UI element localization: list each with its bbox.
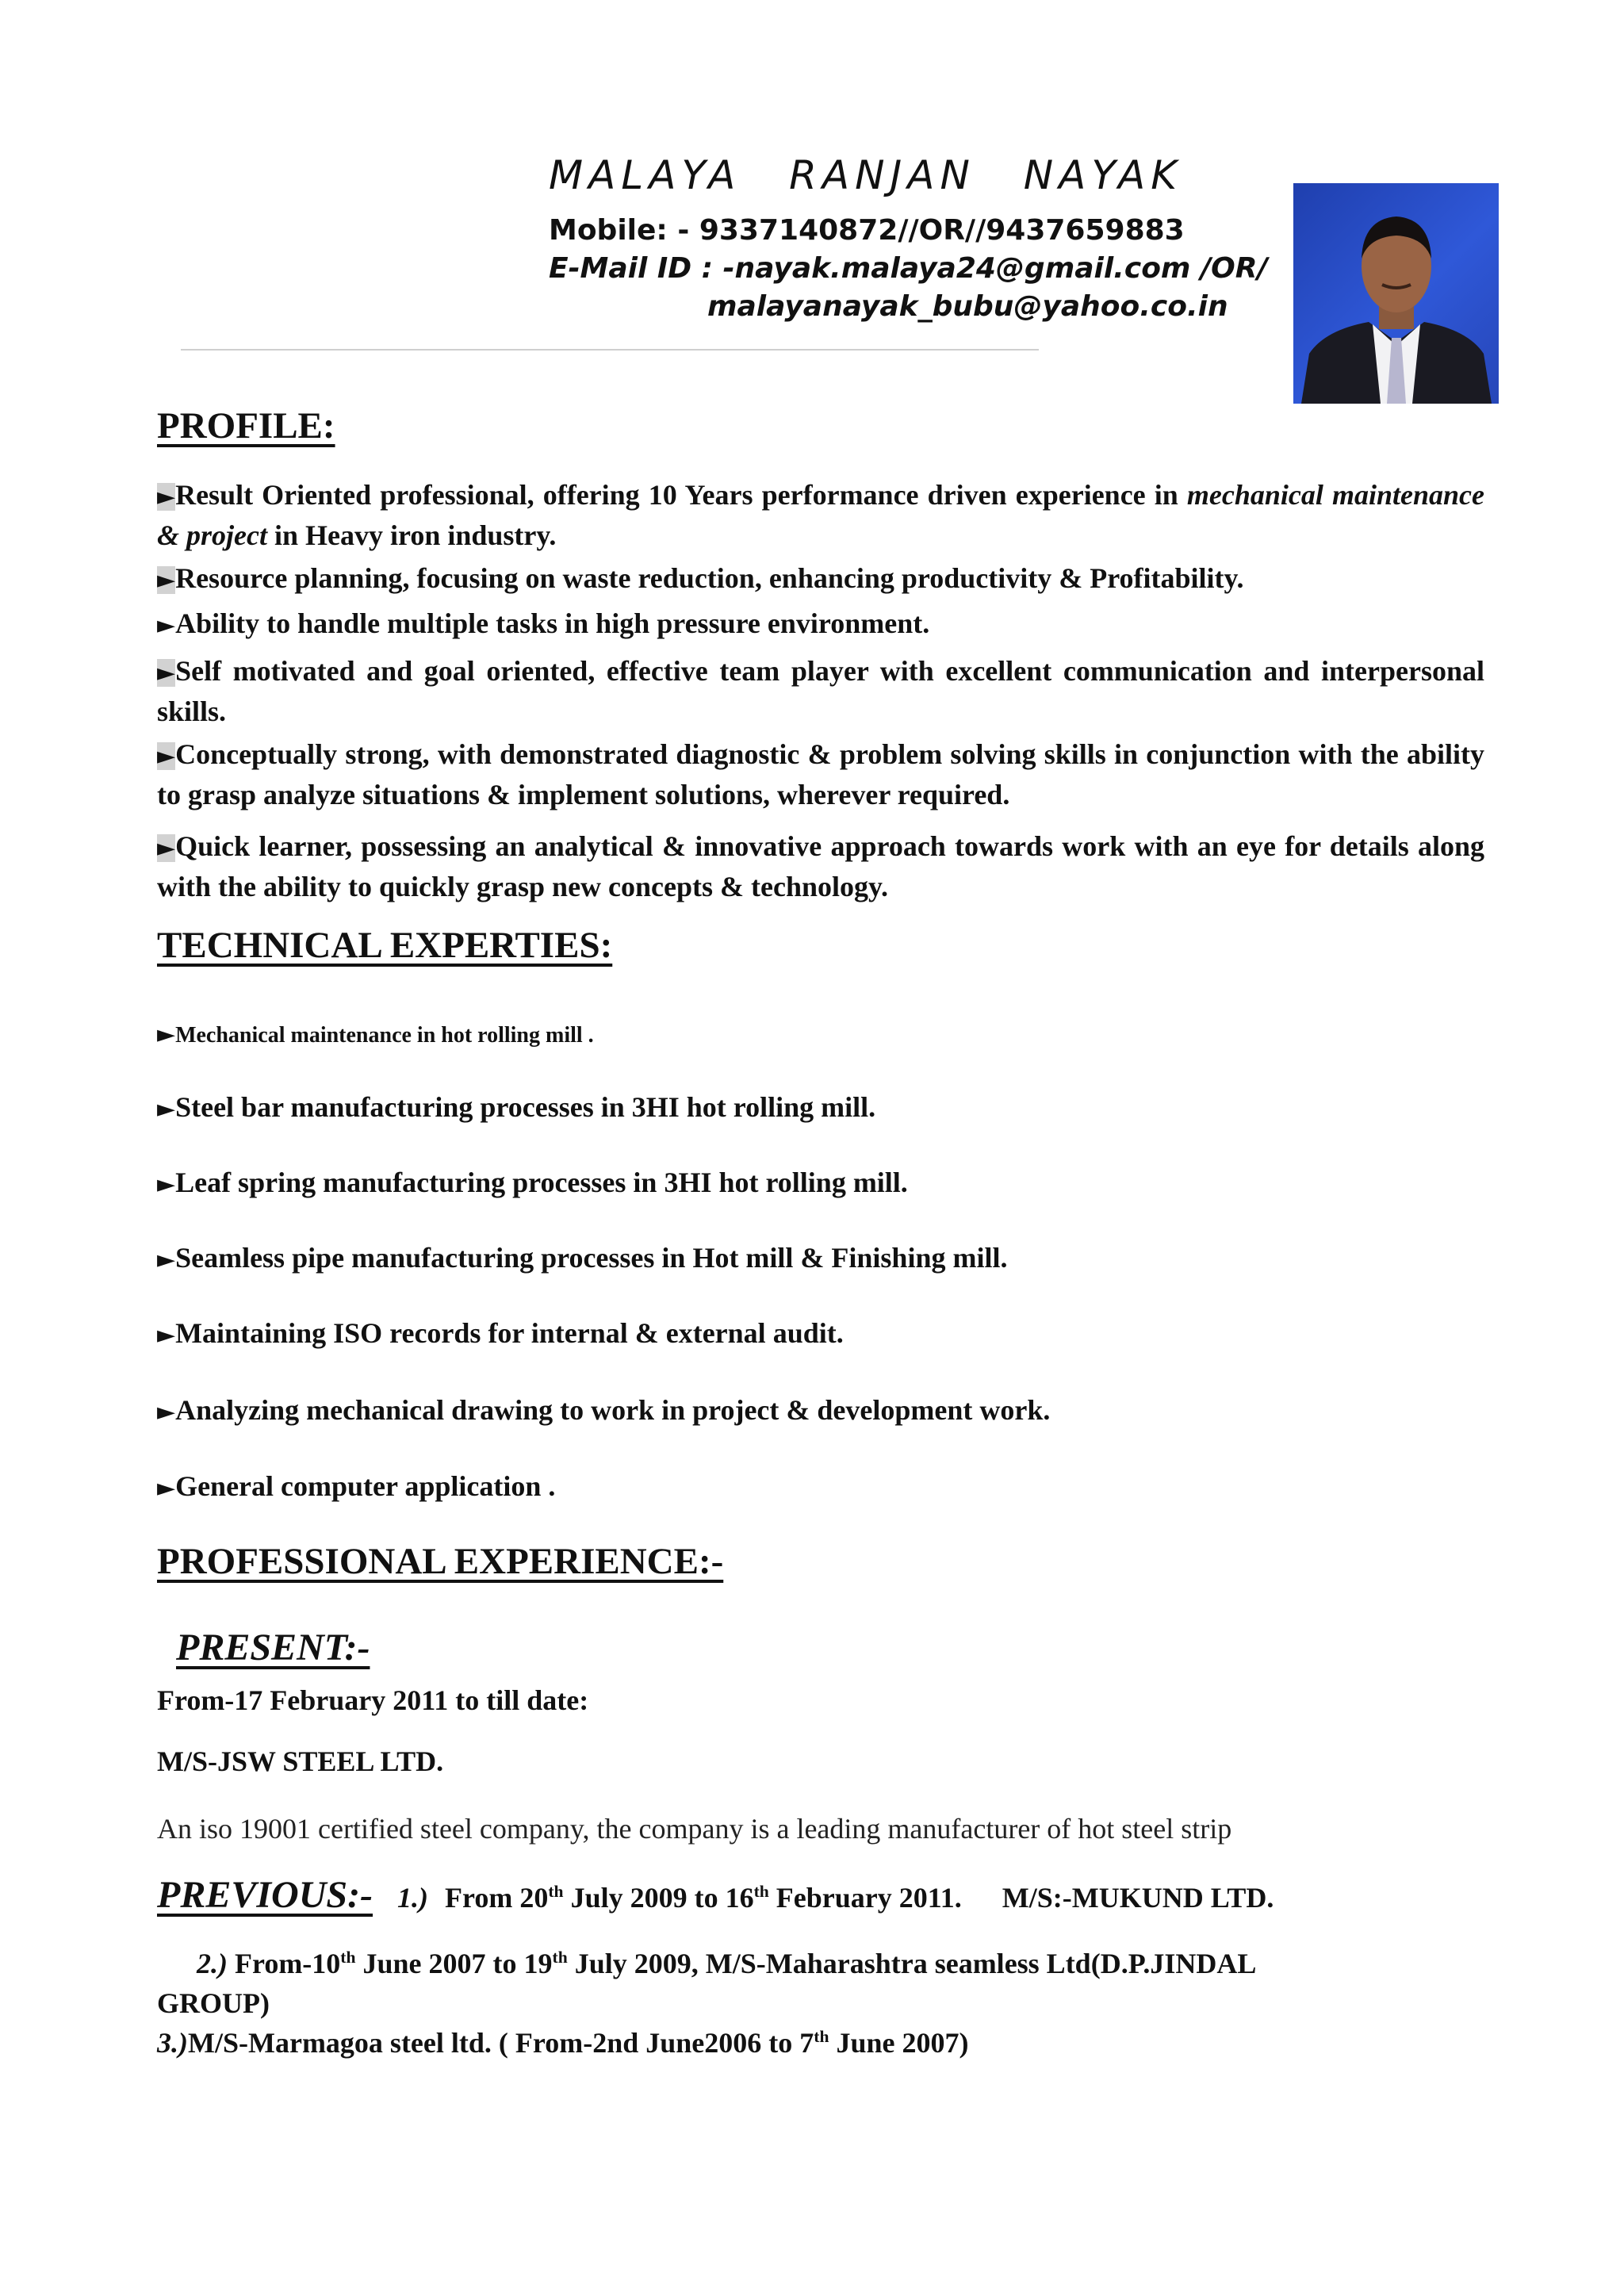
present-company: M/S-JSW STEEL LTD. — [157, 1745, 444, 1777]
previous-item-2: 2.) From-10th June 2007 to 19th July 2009, M/S-Maharashtra seamless Ltd(D.P.JINDAL — [197, 1948, 1257, 1979]
email-line-1: E-Mail ID : -nayak.malaya24@gmail.com /OR/ — [549, 252, 1268, 285]
profile-item-2: ►Resource planning, focusing on waste reduction, enhancing productivity & Profitability. — [157, 562, 1244, 594]
mobile-numbers: Mobile: - 9337140872//OR//9437659883 — [549, 214, 1185, 247]
previous-item-2-cont: GROUP) — [157, 1987, 270, 2019]
experience-heading: PROFESSIONAL EXPERIENCE:- — [157, 1541, 724, 1582]
profile-item-4: ►Self motivated and goal oriented, effective team player with excellent communication and interpersonal skills. — [157, 655, 1484, 727]
previous-item-1: PREVIOUS:- 1.) From 20th July 2009 to 16th February 2011. M/S:-MUKUND LTD. — [157, 1874, 1274, 1916]
present-dates: From-17 February 2011 to till date: — [157, 1684, 589, 1716]
profile-item-1: ►Result Oriented professional, offering 10 Years performance driven experience in mechanical maintenance & project in Heavy iron industry. — [157, 479, 1485, 551]
bullet-arrow-icon: ► — [157, 1095, 176, 1123]
bullet-arrow-icon: ► — [157, 742, 176, 770]
bullet-arrow-icon: ► — [157, 1398, 176, 1426]
tech-item-2: ►Steel bar manufacturing processes in 3HI hot rolling mill. — [157, 1091, 876, 1123]
previous-label: PREVIOUS:- — [157, 1874, 373, 1916]
email-line-2: malayanayak_bubu@yahoo.co.in — [707, 290, 1228, 323]
tech-item-4: ►Seamless pipe manufacturing processes in Hot mill & Finishing mill. — [157, 1242, 1008, 1274]
profile-item-6: ►Quick learner, possessing an analytical & innovative approach towards work with an eye for details along with the ability to quickly grasp new concepts & technology. — [157, 830, 1484, 902]
technical-heading: TECHNICAL EXPERTIES: — [157, 925, 613, 966]
tech-item-6: ►Analyzing mechanical drawing to work in project & development work. — [157, 1394, 1051, 1426]
tech-item-5: ►Maintaining ISO records for internal & external audit. — [157, 1317, 844, 1349]
bullet-arrow-icon: ► — [157, 834, 176, 862]
bullet-arrow-icon: ► — [157, 659, 176, 687]
present-description: An iso 19001 certified steel company, the company is a leading manufacturer of hot steel strip — [157, 1813, 1232, 1845]
present-label: PRESENT:- — [176, 1626, 370, 1669]
bullet-arrow-icon: ► — [157, 483, 176, 511]
bullet-arrow-icon: ► — [157, 1321, 176, 1349]
tech-item-3: ►Leaf spring manufacturing processes in 3HI hot rolling mill. — [157, 1167, 908, 1198]
header-divider — [181, 349, 1039, 351]
tech-item-1: ►Mechanical maintenance in hot rolling mill . — [157, 1021, 594, 1048]
person-portrait-icon — [1293, 183, 1499, 404]
bullet-arrow-icon: ► — [157, 1021, 176, 1048]
bullet-arrow-icon: ► — [157, 611, 176, 639]
profile-item-5: ►Conceptually strong, with demonstrated diagnostic & problem solving skills in conjunction with the ability to grasp analyze situations & implement solutions, wherever required. — [157, 738, 1484, 810]
profile-item-3: ►Ability to handle multiple tasks in high pressure environment. — [157, 607, 930, 639]
candidate-name: MALAYA RANJAN NAYAK — [549, 152, 1183, 198]
previous-item-3: 3.)M/S-Marmagoa steel ltd. ( From-2nd June2006 to 7th June 2007) — [157, 2027, 969, 2059]
profile-photo — [1293, 183, 1499, 404]
bullet-arrow-icon: ► — [157, 1246, 176, 1274]
bullet-arrow-icon: ► — [157, 566, 176, 594]
bullet-arrow-icon: ► — [157, 1474, 176, 1502]
profile-heading: PROFILE: — [157, 405, 335, 446]
tech-item-7: ►General computer application . — [157, 1470, 556, 1502]
bullet-arrow-icon: ► — [157, 1170, 176, 1198]
